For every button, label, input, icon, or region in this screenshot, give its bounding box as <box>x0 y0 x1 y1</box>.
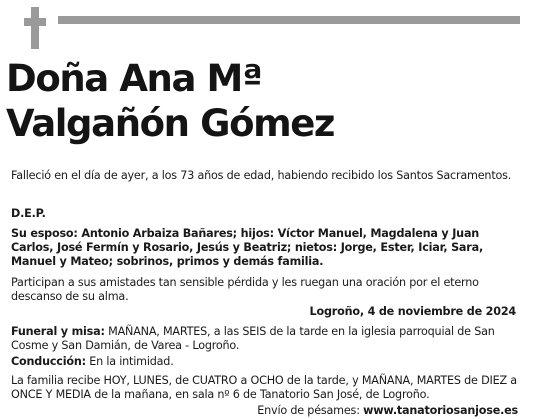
family-list: Su esposo: Antonio Arbaiza Bañares; hijos: Víctor Manuel, Magdalena y Juan Carlos, José Fermín y Rosario, Jesús y Beatriz; nietos: Jorge, Ester, Iciar, Sara, Manuel y Mateo; sobrinos, primos y demás familia. <box>11 227 484 268</box>
deceased-name <box>6 56 334 146</box>
condolences-footer <box>0 404 518 418</box>
prayer-invitation: Participan a sus amistades tan sensible pérdida y les ruegan una oración por el eterno descanso de su alma. <box>11 276 479 303</box>
name-line-1: Doña Ana Mª <box>6 57 262 100</box>
conduction-text: En la intimidad. <box>85 355 174 368</box>
rip-line: D.E.P. <box>11 207 46 220</box>
visitation-info: La familia recibe HOY, LUNES, de CUATRO a OCHO de la tarde, y MAÑANA, MARTES de DIEZ a ONCE Y MEDIA de la mañana, en sala nº 6 de Tanatorio San José, de Logroño. <box>11 374 517 401</box>
death-announcement: Falleció en el día de ayer, a los 73 años de edad, habiendo recibido los Santos Sacramentos. <box>11 169 512 182</box>
funeral-label: Funeral y misa: <box>11 325 105 338</box>
funeral-text: MAÑANA, MARTES, a las SEIS de la tarde en la iglesia parroquial de San Cosme y San Damián, de Varea - Logroño. <box>11 325 495 352</box>
footer-label: Envío de pésames: <box>257 404 364 417</box>
funeral-info <box>11 325 521 353</box>
funeral-home-website-link[interactable]: www.tanatoriosanjose.es <box>363 404 518 417</box>
header-divider-bar <box>58 16 520 24</box>
cross-icon <box>24 7 46 49</box>
conduction-info <box>11 355 521 369</box>
name-line-2: Valgañón Gómez <box>6 102 335 145</box>
place-and-date: Logroño, 4 de noviembre de 2024 <box>309 305 516 318</box>
conduction-label: Conducción: <box>11 355 86 368</box>
